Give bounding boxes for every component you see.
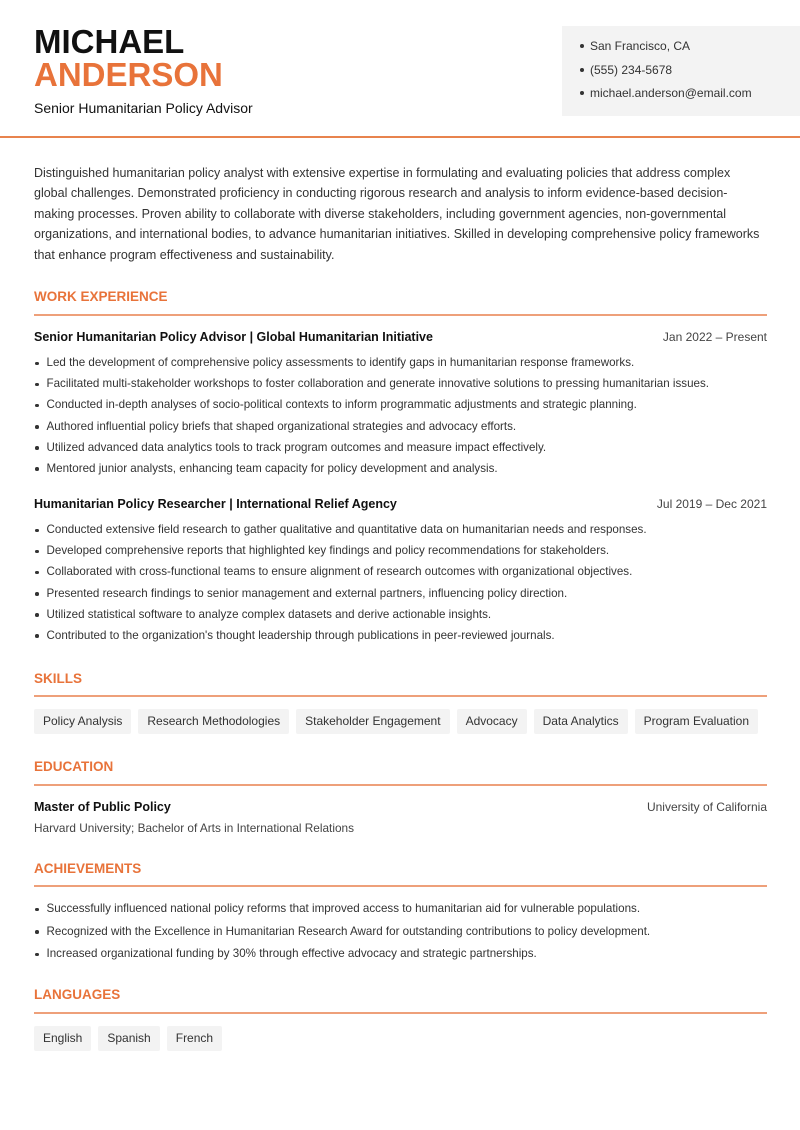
contact-box	[562, 26, 800, 116]
list-item: Led the development of comprehensive policy assessments to identify gaps in humanitarian response frameworks.	[34, 355, 774, 376]
list-item: Developed comprehensive reports that highlighted key findings and policy recommendations for stakeholders.	[34, 543, 774, 564]
degree: Master of Public Policy	[34, 800, 171, 814]
section-divider	[34, 314, 767, 316]
skill-chip: Stakeholder Engagement	[296, 709, 449, 734]
skill-chip: Research Methodologies	[138, 709, 289, 734]
list-item: Presented research findings to senior management and external partners, influencing policy direction.	[34, 586, 774, 607]
bullet-icon	[35, 634, 39, 638]
languages-list	[34, 1026, 222, 1051]
section-divider	[34, 695, 767, 697]
bullet-icon	[35, 571, 39, 575]
section-title-skills: SKILLS	[34, 671, 83, 686]
job-date: Jul 2019 – Dec 2021	[656, 497, 767, 511]
bullet-icon	[35, 550, 39, 554]
section-title-work: WORK EXPERIENCE	[34, 289, 168, 304]
section-divider	[34, 1012, 767, 1014]
bullet-icon	[35, 383, 39, 387]
job-title: Senior Humanitarian Policy Advisor	[34, 100, 253, 116]
list-item: Authored influential policy briefs that shaped organizational strategies and advocacy efforts.	[34, 419, 774, 440]
bullet-icon	[580, 68, 584, 72]
list-item: Recognized with the Excellence in Humanitarian Research Award for outstanding contributions to policy development.	[34, 924, 774, 947]
job-bullets	[34, 522, 774, 649]
bullet-icon	[35, 930, 39, 934]
bullet-icon	[35, 529, 39, 533]
contact-location: San Francisco, CA	[580, 38, 800, 62]
summary: Distinguished humanitarian policy analyst with extensive expertise in formulating and evaluating policies that address complex global challenges. Demonstrated proficiency in conducting rigorous research and analysis to inform evidence-based decision-making processes. Proven ability to collaborate with diverse stakeholders, including government agencies, non-governmental organizations, and international bodies, to advance humanitarian initiatives. Skilled in developing comprehensive policy frameworks that enhance program effectiveness and sustainability.	[34, 166, 760, 262]
language-chip: French	[167, 1026, 222, 1051]
bullet-icon	[35, 404, 39, 408]
job-header	[34, 330, 767, 344]
language-chip: English	[34, 1026, 91, 1051]
contact-phone: (555) 234-5678	[580, 62, 800, 86]
skill-chip: Program Evaluation	[635, 709, 758, 734]
list-item: Contributed to the organization's thought leadership through publications in peer-reviewed journals.	[34, 628, 774, 649]
skill-chip: Advocacy	[457, 709, 527, 734]
language-chip: Spanish	[98, 1026, 159, 1051]
bullet-icon	[35, 613, 39, 617]
last-name: ANDERSON	[34, 56, 223, 93]
list-item: Increased organizational funding by 30% through effective advocacy and strategic partnerships.	[34, 946, 774, 969]
contact-email: michael.anderson@email.com	[580, 85, 800, 109]
education-detail: Harvard University; Bachelor of Arts in International Relations	[34, 821, 354, 835]
list-item: Facilitated multi-stakeholder workshops to foster collaboration and generate innovative solutions to pressing humanitarian issues.	[34, 376, 774, 397]
list-item: Mentored junior analysts, enhancing team capacity for policy development and analysis.	[34, 461, 774, 482]
bullet-icon	[35, 592, 39, 596]
bullet-icon	[580, 91, 584, 95]
list-item: Successfully influenced national policy reforms that improved access to humanitarian aid for vulnerable populations.	[34, 901, 774, 924]
list-item: Utilized advanced data analytics tools to track program outcomes and measure impact effectively.	[34, 440, 774, 461]
list-item: Conducted extensive field research to gather qualitative and quantitative data on humanitarian needs and responses.	[34, 522, 774, 543]
section-title-education: EDUCATION	[34, 759, 114, 774]
school: University of California	[646, 800, 767, 814]
list-item: Conducted in-depth analyses of socio-political contexts to inform programmatic adjustments and strategic planning.	[34, 397, 774, 418]
education-header	[34, 800, 767, 814]
list-item: Collaborated with cross-functional teams to ensure alignment of research outcomes with organizational objectives.	[34, 564, 774, 585]
bullet-icon	[35, 908, 39, 912]
section-title-achievements: ACHIEVEMENTS	[34, 861, 142, 876]
skill-chip: Policy Analysis	[34, 709, 131, 734]
skill-chip: Data Analytics	[534, 709, 628, 734]
job-role: Humanitarian Policy Researcher | International Relief Agency	[34, 497, 397, 511]
list-item: Utilized statistical software to analyze complex datasets and derive actionable insights.	[34, 607, 774, 628]
achievements-list	[34, 901, 774, 969]
job-date: Jan 2022 – Present	[662, 330, 767, 344]
job-role: Senior Humanitarian Policy Advisor | Global Humanitarian Initiative	[34, 330, 433, 344]
bullet-icon	[580, 44, 584, 48]
bullet-icon	[35, 425, 39, 429]
bullet-icon	[35, 362, 39, 366]
bullet-icon	[35, 953, 39, 957]
section-title-languages: LANGUAGES	[34, 987, 121, 1002]
bullet-icon	[35, 467, 39, 471]
resume-header	[0, 0, 800, 138]
bullet-icon	[35, 446, 39, 450]
job-header	[34, 497, 767, 511]
section-divider	[34, 784, 767, 786]
skills-list	[34, 709, 758, 734]
job-bullets	[34, 355, 774, 482]
section-divider	[34, 885, 767, 887]
first-name: MICHAEL	[34, 23, 185, 60]
